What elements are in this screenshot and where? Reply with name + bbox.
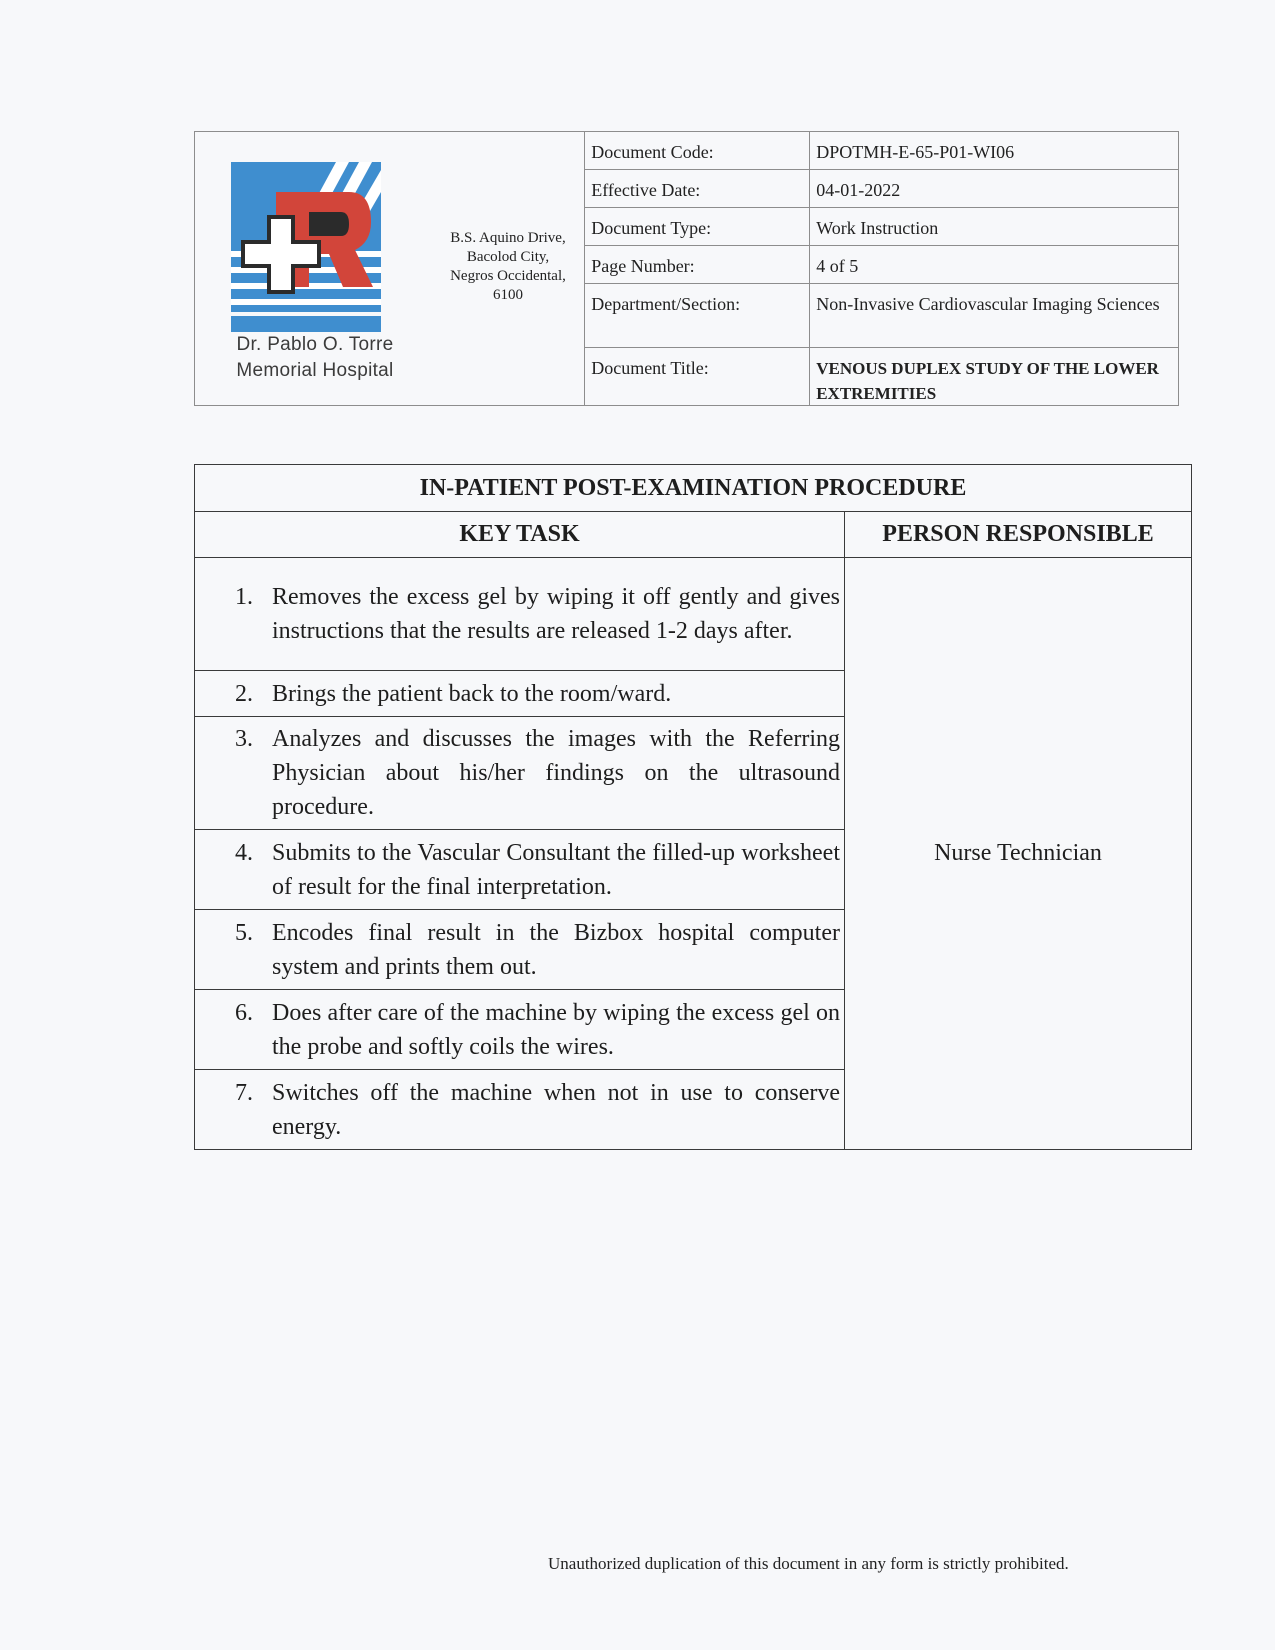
- document-title-value: VENOUS DUPLEX STUDY OF THE LOWER EXTREMITIES: [816, 359, 1159, 403]
- document-meta-table: [585, 132, 1178, 406]
- task-text: Switches off the machine when not in use to conserve energy.: [272, 1079, 840, 1140]
- hospital-name: [195, 332, 435, 384]
- task-cell: [195, 990, 845, 1070]
- task-number: 7.: [235, 1079, 253, 1106]
- task-number: 1.: [235, 584, 253, 610]
- task-cell: [195, 671, 845, 717]
- task-cell: [195, 910, 845, 990]
- task-number: 2.: [235, 680, 253, 707]
- key-task-header: KEY TASK: [195, 512, 845, 558]
- address-line: Bacolod City,: [466, 249, 550, 265]
- department-label: Department/Section:: [585, 284, 810, 348]
- footer-notice: Unauthorized duplication of this document in any form is strictly prohibited.: [548, 1554, 1069, 1573]
- task-number: 6.: [235, 999, 253, 1026]
- address-line: Negros Occidental,: [450, 268, 566, 284]
- task-item: [235, 916, 840, 984]
- document-type-value: Work Instruction: [810, 208, 1178, 246]
- page-number-label: Page Number:: [585, 246, 810, 284]
- document-code-value: DPOTMH-E-65-P01-WI06: [810, 132, 1178, 170]
- hospital-name-line1: Dr. Pablo O. Torre: [236, 334, 394, 355]
- document-type-label: Document Type:: [585, 208, 810, 246]
- task-item: [235, 996, 840, 1064]
- task-number: 3.: [235, 726, 253, 752]
- procedure-table: [194, 464, 1192, 1150]
- task-cell: [195, 1070, 845, 1150]
- task-cell: [195, 558, 845, 671]
- task-item: [235, 580, 840, 648]
- address-line: B.S. Aquino Drive,: [450, 230, 566, 246]
- task-text: Brings the patient back to the room/ward.: [272, 680, 672, 707]
- effective-date-value: 04-01-2022: [810, 170, 1178, 208]
- hospital-name-line2: Memorial Hospital: [236, 360, 394, 381]
- person-responsible-value: Nurse Technician: [845, 558, 1192, 1150]
- page-number-value: 4 of 5: [810, 246, 1178, 284]
- department-value: Non-Invasive Cardiovascular Imaging Sciences: [810, 284, 1178, 348]
- task-text: Submits to the Vascular Consultant the filled-up worksheet of result for the final interpretation.: [272, 839, 840, 900]
- task-text: Does after care of the machine by wiping the excess gel on the probe and softly coils the wires.: [272, 999, 840, 1060]
- task-item: [235, 677, 840, 711]
- task-text: Analyzes and discusses the images with the Referring Physician about his/her findings on the ultrasound procedure.: [272, 726, 840, 820]
- hospital-logo: [231, 162, 391, 332]
- document-title-label: Document Title:: [585, 348, 810, 407]
- table-row: [195, 558, 1192, 671]
- document-code-label: Document Code:: [585, 132, 810, 170]
- task-text: Removes the excess gel by wiping it off gently and gives instructions that the results are released 1-2 days after.: [272, 584, 840, 644]
- task-item: [235, 1076, 840, 1144]
- hospital-info-cell: [195, 132, 585, 405]
- hospital-address: [433, 229, 583, 305]
- task-text: Encodes final result in the Bizbox hospital computer system and prints them out.: [272, 919, 840, 980]
- procedure-title: IN-PATIENT POST-EXAMINATION PROCEDURE: [195, 465, 1192, 512]
- task-cell: [195, 717, 845, 830]
- address-line: 6100: [493, 287, 523, 303]
- task-item: [235, 722, 840, 824]
- person-responsible-header: PERSON RESPONSIBLE: [845, 512, 1192, 558]
- effective-date-label: Effective Date:: [585, 170, 810, 208]
- task-number: 5.: [235, 919, 253, 946]
- task-item: [235, 836, 840, 904]
- task-number: 4.: [235, 839, 253, 866]
- document-header: [194, 131, 1179, 406]
- task-cell: [195, 830, 845, 910]
